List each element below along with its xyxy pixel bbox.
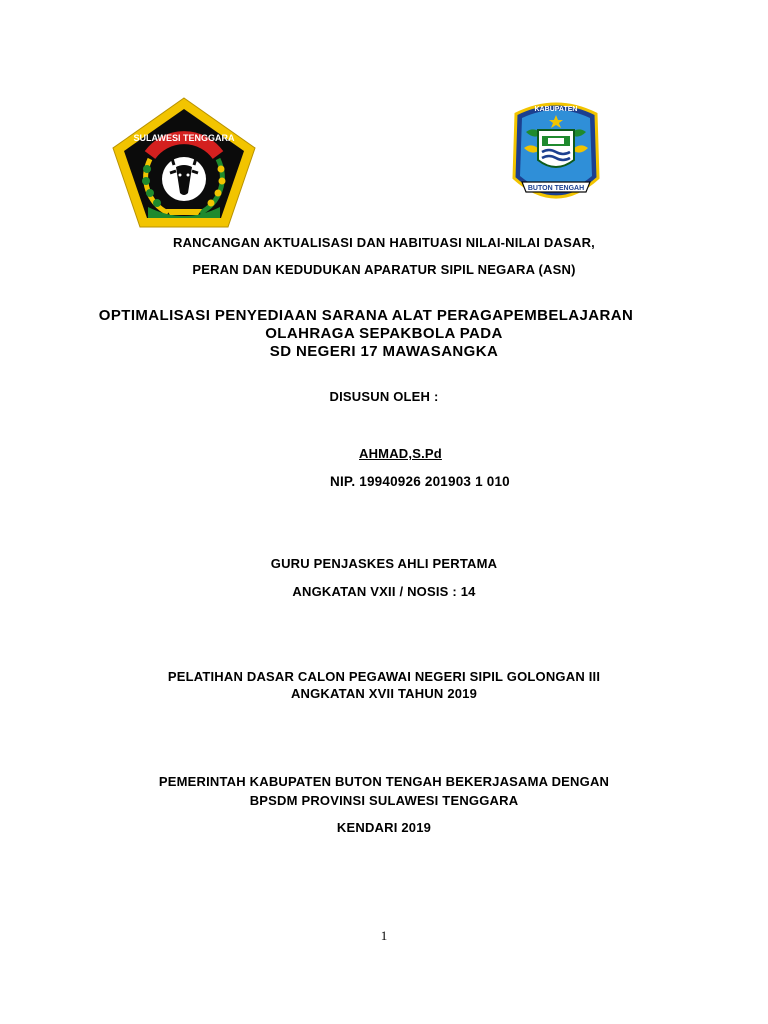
city-year: KENDARI 2019: [336, 820, 432, 835]
buton-tengah-emblem: [508, 92, 604, 214]
sulawesi-tenggara-emblem: [110, 95, 258, 230]
author-nip: NIP. 19940926 201903 1 010: [330, 474, 510, 489]
title-line-3: SD NEGERI 17 MAWASANGKA: [269, 343, 499, 360]
heading-line-2: PERAN DAN KEDUDUKAN APARATUR SIPIL NEGARA (ASN): [192, 262, 576, 277]
prepared-by-label: DISUSUN OLEH :: [329, 389, 439, 404]
author-batch: ANGKATAN VXII / NOSIS : 14: [292, 584, 476, 599]
organizer-line-2: BPSDM PROVINSI SULAWESI TENGGARA: [249, 793, 519, 808]
emblem-top-text: KABUPATEN: [534, 106, 578, 113]
emblem-ring-text: SULAWESI TENGGARA: [133, 133, 235, 143]
author-name: AHMAD,S.Pd: [359, 446, 442, 461]
heading-line-1: RANCANGAN AKTUALISASI DAN HABITUASI NILAI-NILAI DASAR,: [173, 235, 595, 250]
training-line-1: PELATIHAN DASAR CALON PEGAWAI NEGERI SIPIL GOLONGAN III: [167, 669, 601, 684]
training-line-2: ANGKATAN XVII TAHUN 2019: [290, 686, 478, 701]
emblem-ribbon-text: BUTON TENGAH: [527, 185, 585, 192]
title-line-2: OLAHRAGA SEPAKBOLA PADA: [265, 325, 503, 342]
page-number: 1: [380, 928, 388, 943]
title-line-1: OPTIMALISASI PENYEDIAAN SARANA ALAT PERAGAPEMBELAJARAN: [98, 307, 634, 324]
author-position: GURU PENJASKES AHLI PERTAMA: [270, 556, 498, 571]
organizer-line-1: PEMERINTAH KABUPATEN BUTON TENGAH BEKERJASAMA DENGAN: [158, 774, 610, 789]
